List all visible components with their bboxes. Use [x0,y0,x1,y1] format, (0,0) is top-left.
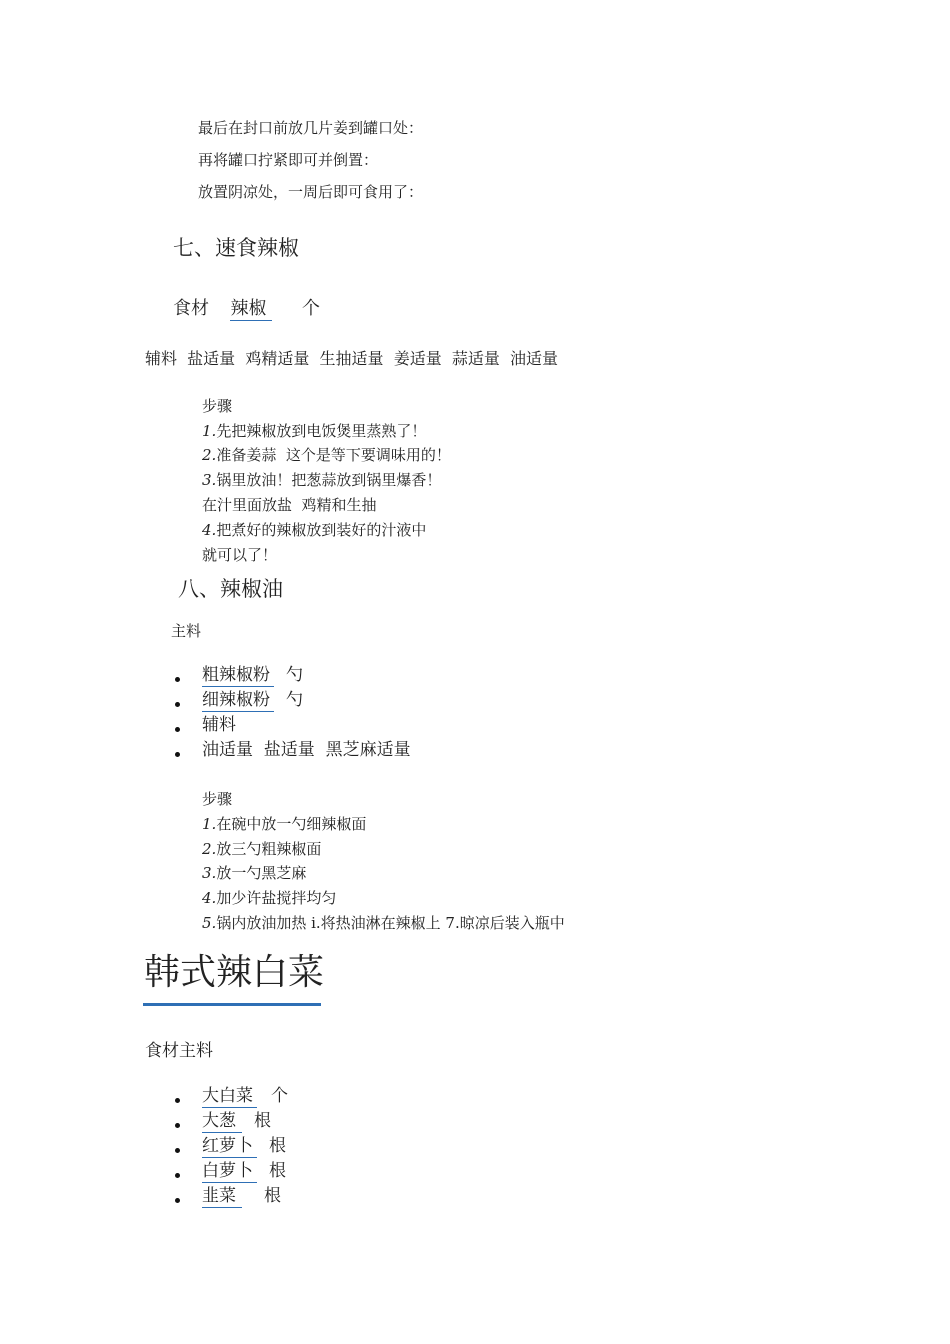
ingredient-unit: 根 [269,1136,286,1156]
ingredient-link[interactable]: 韭菜 [202,1186,242,1208]
step-text: 锅内放油加热 i.将热油淋在辣椒上 7.晾凉后装入瓶中 [216,914,565,932]
ingredient-link[interactable]: 白萝卜 [202,1161,257,1183]
step-text: 锅里放油！把葱蒜放到锅里爆香！ [216,471,442,489]
ingredient-link-pepper[interactable]: 辣椒 [230,298,272,321]
section7-step [202,444,451,466]
heading-underline [143,1003,321,1006]
ingredient-link[interactable]: 细辣椒粉 [202,690,274,712]
list-item [202,1084,288,1109]
step-text: 就可以了！ [202,546,278,564]
step-text: 准备姜蒜 这个是等下要调味用的！ [216,446,451,464]
list-item [202,1134,288,1159]
section8-step [202,813,366,835]
list-item [202,1184,288,1209]
section7-step [202,494,377,516]
ingredient-unit: 根 [254,1111,271,1131]
ingredient-unit: 根 [264,1186,281,1206]
kimchi-title: 韩式辣白菜 [144,952,325,993]
section7-ingredient-row [173,296,320,322]
kimchi-ingredient-list [202,1084,288,1209]
list-item-text: 油适量 盐适量 黑芝麻适量 [202,740,411,760]
step-text: 加少许盐搅拌均匀 [216,889,337,907]
step-text: 先把辣椒放到电饭煲里蒸熟了！ [216,422,427,440]
step-text: 在汁里面放盐 鸡精和生抽 [202,496,377,514]
ingredient-link[interactable]: 大白菜 [202,1086,257,1108]
ingredient-unit: 个 [301,298,320,319]
step-number: 2. [202,446,217,464]
section7-title: 七、速食辣椒 [173,236,299,260]
section8-ingredient-list [202,663,411,763]
kimchi-main-label: 食材主料 [145,1041,213,1061]
ingredient-unit: 个 [271,1086,288,1106]
intro-line-2: 再将罐口拧紧即可并倒置： [198,151,379,169]
section7-step [202,519,426,541]
step-text: 把煮好的辣椒放到装好的汁液中 [216,521,427,539]
ingredient-label: 食材 [173,298,209,319]
section8-step [202,887,336,909]
section7-steps-title: 步骤 [202,397,233,415]
section8-step [202,862,306,884]
step-number: 5. [202,914,217,932]
list-item [202,738,411,763]
ingredient-unit: 勺 [286,665,303,685]
list-item [202,713,411,738]
step-text: 放一勺黑芝麻 [216,864,307,882]
list-item [202,663,411,688]
section8-title: 八、辣椒油 [178,577,283,601]
list-item [202,1109,288,1134]
step-number: 4. [202,889,217,907]
step-text: 在碗中放一勺细辣椒面 [216,815,367,833]
list-item [202,1159,288,1184]
intro-line-3: 放置阴凉处，一周后即可食用了： [198,183,424,201]
section8-main-label: 主料 [171,622,202,640]
step-number: 2. [202,840,217,858]
intro-line-1: 最后在封口前放几片姜到罐口处： [198,119,424,137]
section8-step [202,838,321,860]
ingredient-unit: 勺 [286,690,303,710]
ingredient-link[interactable]: 粗辣椒粉 [202,665,274,687]
step-text: 放三勺粗辣椒面 [216,840,322,858]
step-number: 4. [202,521,217,539]
ingredient-link[interactable]: 大葱 [202,1111,242,1133]
ingredient-unit: 根 [269,1161,286,1181]
list-item [202,688,411,713]
section8-step [202,912,565,934]
step-number: 3. [202,471,217,489]
step-number: 1. [202,815,217,833]
step-number: 1. [202,422,217,440]
section7-step [202,420,426,442]
step-number: 3. [202,864,217,882]
section7-step [202,544,277,566]
section7-step [202,469,441,491]
section7-aux-line: 辅料 盐适量 鸡精适量 生抽适量 姜适量 蒜适量 油适量 [145,349,559,368]
list-item-text: 辅料 [202,715,236,735]
section8-steps-title: 步骤 [202,790,233,808]
ingredient-link[interactable]: 红萝卜 [202,1136,257,1158]
